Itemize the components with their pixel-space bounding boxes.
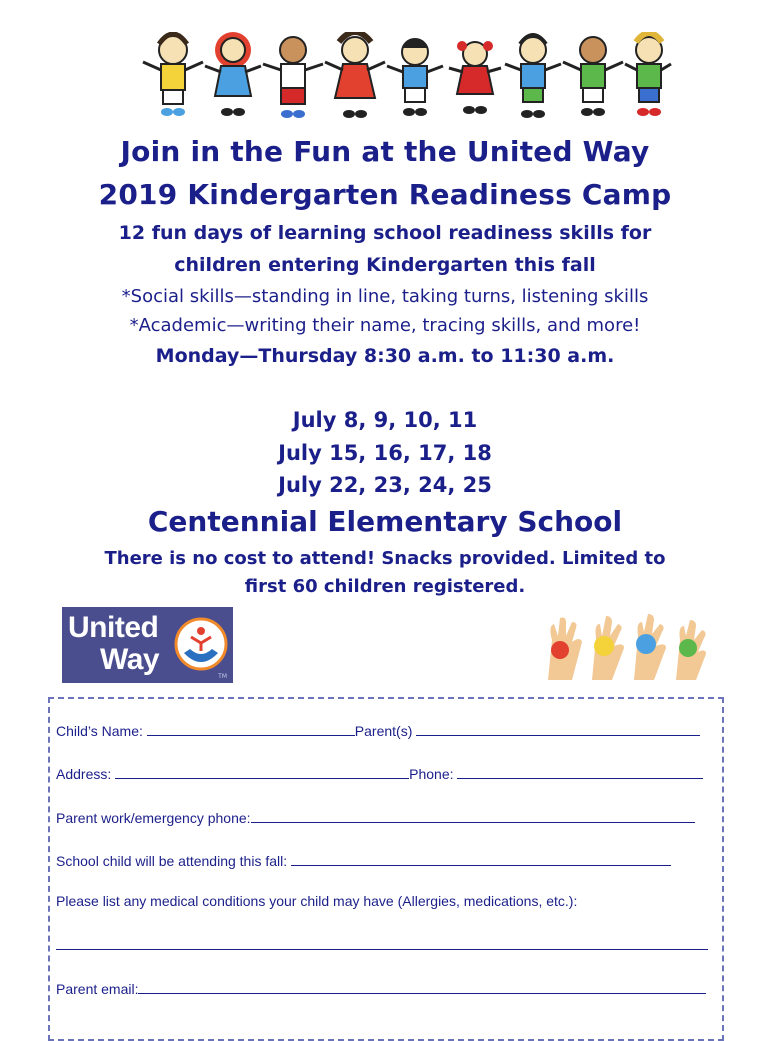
school-row	[56, 851, 671, 869]
united-way-hand-icon	[174, 615, 228, 673]
child-figure-2	[205, 32, 261, 116]
childs-name-field[interactable]	[147, 721, 355, 736]
bullet-academic: *Academic—writing their name, tracing skills, and more!	[129, 315, 641, 336]
dates-week-3: July 22, 23, 24, 25	[278, 473, 492, 497]
address-row	[56, 764, 703, 782]
parents-label: Parent(s)	[354, 723, 413, 739]
medical-row	[56, 893, 577, 909]
work-phone-row	[56, 808, 695, 826]
school-label: School child will be attending this fall:	[56, 853, 288, 869]
parents-field[interactable]	[416, 721, 700, 736]
title-line-1: Join in the Fun at the United Way	[120, 135, 650, 168]
address-field[interactable]	[115, 764, 409, 779]
email-row	[56, 979, 706, 997]
childs-name-label: Child’s Name:	[56, 723, 143, 739]
logo-trademark: TM	[218, 673, 227, 680]
medical-line-row	[56, 935, 708, 953]
childs-name-row	[56, 721, 700, 739]
schedule: Monday—Thursday 8:30 a.m. to 11:30 a.m.	[155, 345, 615, 367]
dates-week-1: July 8, 9, 10, 11	[292, 408, 478, 432]
email-field[interactable]	[138, 979, 706, 994]
united-way-logo	[62, 607, 233, 683]
medical-field[interactable]	[56, 935, 708, 950]
child-figure-9	[625, 33, 671, 116]
hand-icon	[548, 618, 582, 681]
cost-line-1: There is no cost to attend! Snacks provided. Limited to	[104, 548, 666, 569]
school-field[interactable]	[291, 851, 671, 866]
subtitle-line-1: 12 fun days of learning school readiness skills for	[118, 222, 652, 244]
address-label: Address:	[56, 766, 112, 782]
work-phone-label: Parent work/emergency phone:	[56, 810, 251, 826]
phone-label: Phone:	[409, 766, 454, 782]
logo-text-way: Way	[100, 643, 160, 676]
hand-icon	[676, 620, 706, 680]
child-figure-8	[563, 37, 623, 116]
painted-hands-illustration	[538, 610, 714, 682]
title-line-2: 2019 Kindergarten Readiness Camp	[98, 178, 672, 211]
phone-field[interactable]	[457, 764, 703, 779]
dates-week-2: July 15, 16, 17, 18	[278, 441, 492, 465]
hand-icon	[634, 614, 666, 680]
registration-form	[48, 697, 724, 1041]
child-figure-7	[505, 35, 561, 118]
subtitle-line-2: children entering Kindergarten this fall	[174, 254, 596, 276]
child-figure-4	[325, 32, 385, 118]
school-name: Centennial Elementary School	[147, 505, 623, 538]
bullet-social-skills: *Social skills—standing in line, taking turns, listening skills	[121, 286, 649, 307]
child-figure-6	[449, 41, 501, 114]
cost-line-2: first 60 children registered.	[244, 576, 526, 597]
children-illustration	[135, 32, 675, 122]
logo-text-united: United	[68, 611, 159, 644]
medical-label: Please list any medical conditions your child may have (Allergies, medications, etc.):	[56, 893, 578, 909]
email-label: Parent email:	[56, 981, 139, 997]
work-phone-field[interactable]	[251, 808, 695, 823]
child-figure-3	[263, 37, 323, 118]
child-figure-5	[387, 39, 443, 116]
hand-icon	[592, 616, 624, 680]
child-figure-1	[143, 34, 203, 116]
